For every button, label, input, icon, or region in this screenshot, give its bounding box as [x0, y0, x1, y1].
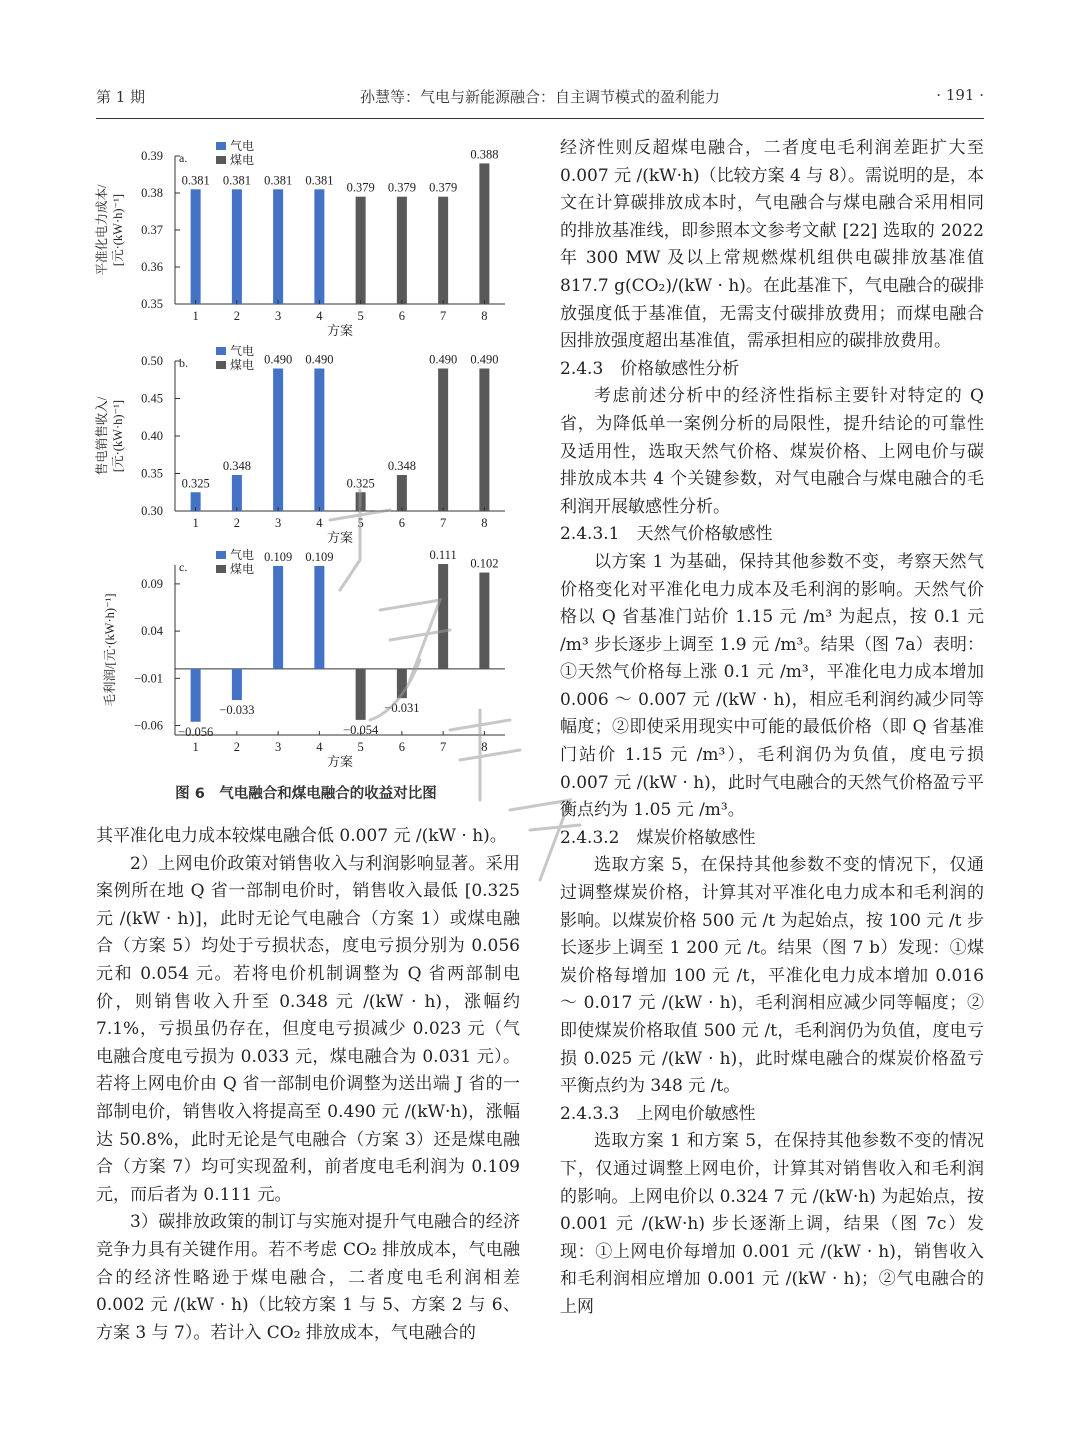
- legend-gas-label: 气电: [230, 548, 255, 562]
- data-label: 0.379: [429, 180, 458, 195]
- legend-gas-swatch: [216, 551, 226, 559]
- bar-coal: [397, 197, 407, 304]
- figure-6: [80, 132, 530, 772]
- data-label: 0.325: [346, 476, 375, 491]
- panel-letter: b.: [179, 356, 188, 370]
- bar-gas: [232, 475, 242, 511]
- legend-gas-swatch: [216, 142, 226, 150]
- y-tick-label: 0.39: [141, 149, 163, 163]
- data-label: 0.388: [470, 147, 499, 162]
- bar-gas: [191, 669, 201, 722]
- y-tick-label: 0.35: [141, 466, 163, 481]
- x-tick-label: 8: [481, 516, 488, 530]
- x-tick-label: 2: [233, 516, 240, 530]
- data-label: 0.490: [264, 352, 293, 367]
- y-tick-label: −0.06: [134, 718, 163, 733]
- x-tick-label: 6: [398, 740, 405, 754]
- paragraph: 选取方案 1 和方案 5，在保持其他参数不变的情况下，仅通过调整上网电价，计算其对销售收入和毛利润的影响。上网电价以 0.324 7 元 /(kW·h) 为起始点，按 0.001 元 /(kW·h) 步长逐渐上调，结果（图 7c）发现：①上网电价每增加 0.001 元 /(kW · h)，销售收入和毛利润相应增加 0.001 元 /(kW · h)；②气电融合的上网: [560, 1131, 984, 1317]
- legend-coal-swatch: [216, 156, 226, 164]
- x-tick-label: 5: [357, 740, 364, 754]
- y-axis-unit: [元·(kW·h)⁻¹]: [111, 193, 125, 267]
- data-label: 0.379: [346, 180, 375, 195]
- data-label: 0.325: [181, 476, 210, 491]
- x-tick-label: 7: [440, 309, 447, 323]
- data-label: 0.490: [305, 352, 334, 367]
- legend-gas-label: 气电: [230, 344, 255, 358]
- y-tick-label: 0.09: [141, 576, 163, 591]
- x-tick-label: 8: [481, 740, 488, 754]
- header-rule: [96, 118, 984, 119]
- bar-coal: [356, 197, 366, 304]
- data-label: 0.381: [305, 173, 334, 188]
- x-tick-label: 7: [440, 516, 447, 530]
- x-tick-label: 2: [233, 740, 240, 754]
- legend-coal-swatch: [216, 361, 226, 369]
- x-tick-label: 4: [316, 516, 323, 530]
- y-tick-label: 0.36: [141, 260, 163, 274]
- x-tick-label: 1: [192, 309, 199, 323]
- y-axis-label: 售电销售收入/: [95, 396, 109, 476]
- y-tick-label: 0.04: [141, 624, 163, 639]
- x-tick-label: 2: [233, 309, 240, 323]
- legend-coal-label: 煤电: [230, 358, 255, 372]
- y-tick-label: 0.35: [141, 297, 163, 311]
- data-label: 0.109: [305, 549, 334, 564]
- panel-letter: a.: [179, 151, 188, 165]
- right-column: [560, 135, 984, 1322]
- legend-gas-label: 气电: [230, 139, 255, 153]
- data-label: −0.031: [384, 701, 420, 716]
- x-tick-label: 6: [398, 309, 405, 323]
- figure-caption: 图 6 气电融合和煤电融合的收益对比图: [175, 786, 437, 802]
- x-tick-label: 3: [275, 309, 282, 323]
- paragraph: 3）碳排放政策的制订与实施对提升气电融合的经济竞争力具有关键作用。若不考虑 CO₂ 排放成本，气电融合的经济性略逊于煤电融合，二者度电毛利润相差 0.002 元 /(kW · h)（比较方案 1 与 5、方案 2 与 6、方案 3 与 7）。若计入 CO₂ 排放成本，气电融合的: [96, 1212, 520, 1343]
- bar-coal: [438, 197, 448, 304]
- paragraph: 2）上网电价政策对销售收入与利润影响显著。采用案例所在地 Q 省一部制电价时，销售收入最低 [0.325 元 /(kW · h)]，此时无论气电融合（方案 1）或煤电融合（方案 5）均处于亏损状态，度电亏损分别为 0.056 元和 0.054 元。若将电价机制调整为 Q 省两部制电价，则销售收入升至 0.348 元 /(kW · h)，涨幅约 7.1%，亏损虽仍存在，但度电亏损减少 0.023 元（气电融合度电亏损为 0.033 元，煤电融合为 0.031 元）。若将上网电价由 Q 省一部制电价调整为送出端 J 省的一部制电价，销售收入将提高至 0.490 元 /(kW·h)，涨幅达 50.8%，此时无论是气电融合（方案 3）还是煤电融合（方案 7）均可实现盈利，前者度电毛利润为 0.109 元，而后者为 0.111 元。: [96, 853, 520, 1205]
- paragraph: 考虑前述分析中的经济性指标主要针对特定的 Q 省，为降低单一案例分析的局限性，提升结论的可靠性及适用性，选取天然气价格、煤炭价格、上网电价与碳排放成本共 4 个关键参数，对气电融合与煤电融合的毛利润开展敏感性分析。: [560, 386, 984, 517]
- bar-gas: [232, 189, 242, 304]
- paragraph: 其平准化电力成本较煤电融合低 0.007 元 /(kW · h)。: [96, 826, 507, 846]
- data-label: 0.381: [222, 173, 251, 188]
- section-heading: 2.4.3.1 天然气价格敏感性: [560, 524, 773, 545]
- data-label: 0.348: [387, 459, 416, 473]
- data-label: −0.033: [219, 703, 255, 718]
- bar-coal: [397, 475, 407, 511]
- legend-coal-label: 煤电: [230, 153, 255, 167]
- bar-gas: [191, 189, 201, 304]
- x-tick-label: 3: [275, 516, 282, 530]
- bar-coal: [356, 669, 366, 720]
- legend-coal-swatch: [216, 565, 226, 573]
- data-label: 0.381: [264, 173, 293, 188]
- legend-gas-swatch: [216, 347, 226, 355]
- y-tick-label: 0.30: [141, 504, 163, 518]
- bar-gas: [273, 369, 283, 512]
- left-column: [96, 823, 520, 1347]
- running-title: 孙慧等：气电与新能源融合：自主调节模式的盈利能力: [360, 88, 721, 106]
- data-label: 0.348: [222, 459, 251, 473]
- data-label: 0.102: [470, 556, 499, 571]
- x-tick-label: 6: [398, 516, 405, 530]
- y-tick-label: 0.37: [141, 223, 163, 237]
- bar-coal: [479, 573, 489, 669]
- data-label: 0.490: [470, 352, 499, 367]
- x-tick-label: 1: [192, 740, 199, 754]
- x-tick-label: 8: [481, 309, 488, 323]
- y-axis-unit: [元·(kW·h)⁻¹]: [111, 399, 125, 473]
- section-heading: 2.4.3.2 煤炭价格敏感性: [560, 827, 756, 848]
- x-tick-label: 5: [357, 309, 364, 323]
- issue-number: 第 1 期: [96, 88, 146, 106]
- page-number: · 191 ·: [936, 86, 984, 104]
- y-tick-label: 0.40: [141, 429, 163, 443]
- paragraph: 以方案 1 为基础，保持其他参数不变，考察天然气价格变化对平准化电力成本及毛利润的影响。天然气价格以 Q 省基准门站价 1.15 元 /m³ 为起点，按 0.1 元 /m³ 步长逐步上调至 1.9 元 /m³。结果（图 7a）表明：①天然气价格每上涨 0.1 元 /m³，平准化电力成本增加 0.006 ～ 0.007 元 /(kW · h)，相应毛利润约减少同等幅度；②即使采用现实中可能的最低价格（即 Q 省基准门站价 1.15 元 /m³），毛利润仍为负值，度电亏损 0.007 元 /(kW · h)，此时气电融合的天然气价格盈亏平衡点约为 1.05 元 /m³。: [560, 551, 984, 821]
- section-heading: 2.4.3 价格敏感性分析: [560, 358, 740, 379]
- y-axis-label: 平准化电力成本/: [95, 184, 109, 276]
- legend-coal-label: 煤电: [230, 562, 255, 576]
- data-label: −0.054: [343, 722, 379, 737]
- bar-coal: [438, 369, 448, 512]
- x-tick-label: 1: [192, 516, 199, 530]
- data-label: 0.379: [387, 180, 416, 195]
- section-heading: 2.4.3.3 上网电价敏感性: [560, 1103, 756, 1124]
- paragraph: 经济性则反超煤电融合，二者度电毛利润差距扩大至 0.007 元 /(kW·h)（比较方案 4 与 8）。需说明的是，本文在计算碳排放成本时，气电融合与煤电融合采用相同的排放基准线，即参照本文参考文献 [22] 选取的 2022 年 300 MW 及以上常规燃煤机组供电碳排放基准值 817.7 g(CO₂)/(kW · h)。在此基准下，气电融合的碳排放强度低于基准值，无需支付碳排放费用；而煤电融合因排放强度超出基准值，需承担相应的碳排放费用。: [560, 138, 984, 352]
- data-label: −0.056: [178, 724, 214, 739]
- x-tick-label: 5: [357, 516, 364, 530]
- x-tick-label: 4: [316, 309, 323, 323]
- bar-gas: [273, 566, 283, 669]
- y-tick-label: 0.45: [141, 391, 163, 406]
- x-axis-label: 方案: [326, 754, 354, 769]
- bar-coal: [397, 669, 407, 698]
- y-tick-label: −0.01: [134, 671, 163, 686]
- bar-gas: [273, 189, 283, 304]
- data-label: 0.111: [429, 548, 457, 563]
- bar-gas: [314, 566, 324, 669]
- bar-coal: [479, 369, 489, 512]
- paragraph: 选取方案 5，在保持其他参数不变的情况下，仅通过调整煤炭价格，计算其对平准化电力成本和毛利润的影响。以煤炭价格 500 元 /t 为起始点，按 100 元 /t 步长逐步上调至 1 200 元 /t。结果（图 7 b）发现：①煤炭价格每增加 100 元 /t，平准化电力成本增加 0.016 ～ 0.017 元 /(kW · h)，毛利润相应减少同等幅度；②即使煤炭价格取值 500 元 /t，毛利润仍为负值，度电亏损 0.025 元 /(kW · h)，此时煤电融合的煤炭价格盈亏平衡点约为 348 元 /t。: [560, 855, 984, 1097]
- x-axis-label: 方案: [326, 530, 354, 545]
- y-tick-label: 0.38: [141, 186, 163, 200]
- data-label: 0.381: [181, 173, 210, 188]
- bar-gas: [232, 669, 242, 700]
- x-tick-label: 7: [440, 740, 447, 754]
- y-tick-label: 0.50: [141, 354, 163, 368]
- x-axis-label: 方案: [326, 323, 354, 338]
- bar-gas: [314, 189, 324, 304]
- bar-coal: [438, 564, 448, 669]
- bar-gas: [314, 369, 324, 512]
- data-label: 0.490: [429, 352, 458, 367]
- x-tick-label: 3: [275, 740, 282, 754]
- bar-coal: [479, 163, 489, 304]
- y-axis-label: 毛利润/[元·(kW·h)⁻¹]: [103, 593, 117, 707]
- data-label: 0.109: [264, 549, 293, 564]
- panel-letter: c.: [179, 560, 188, 574]
- x-tick-label: 4: [316, 740, 323, 754]
